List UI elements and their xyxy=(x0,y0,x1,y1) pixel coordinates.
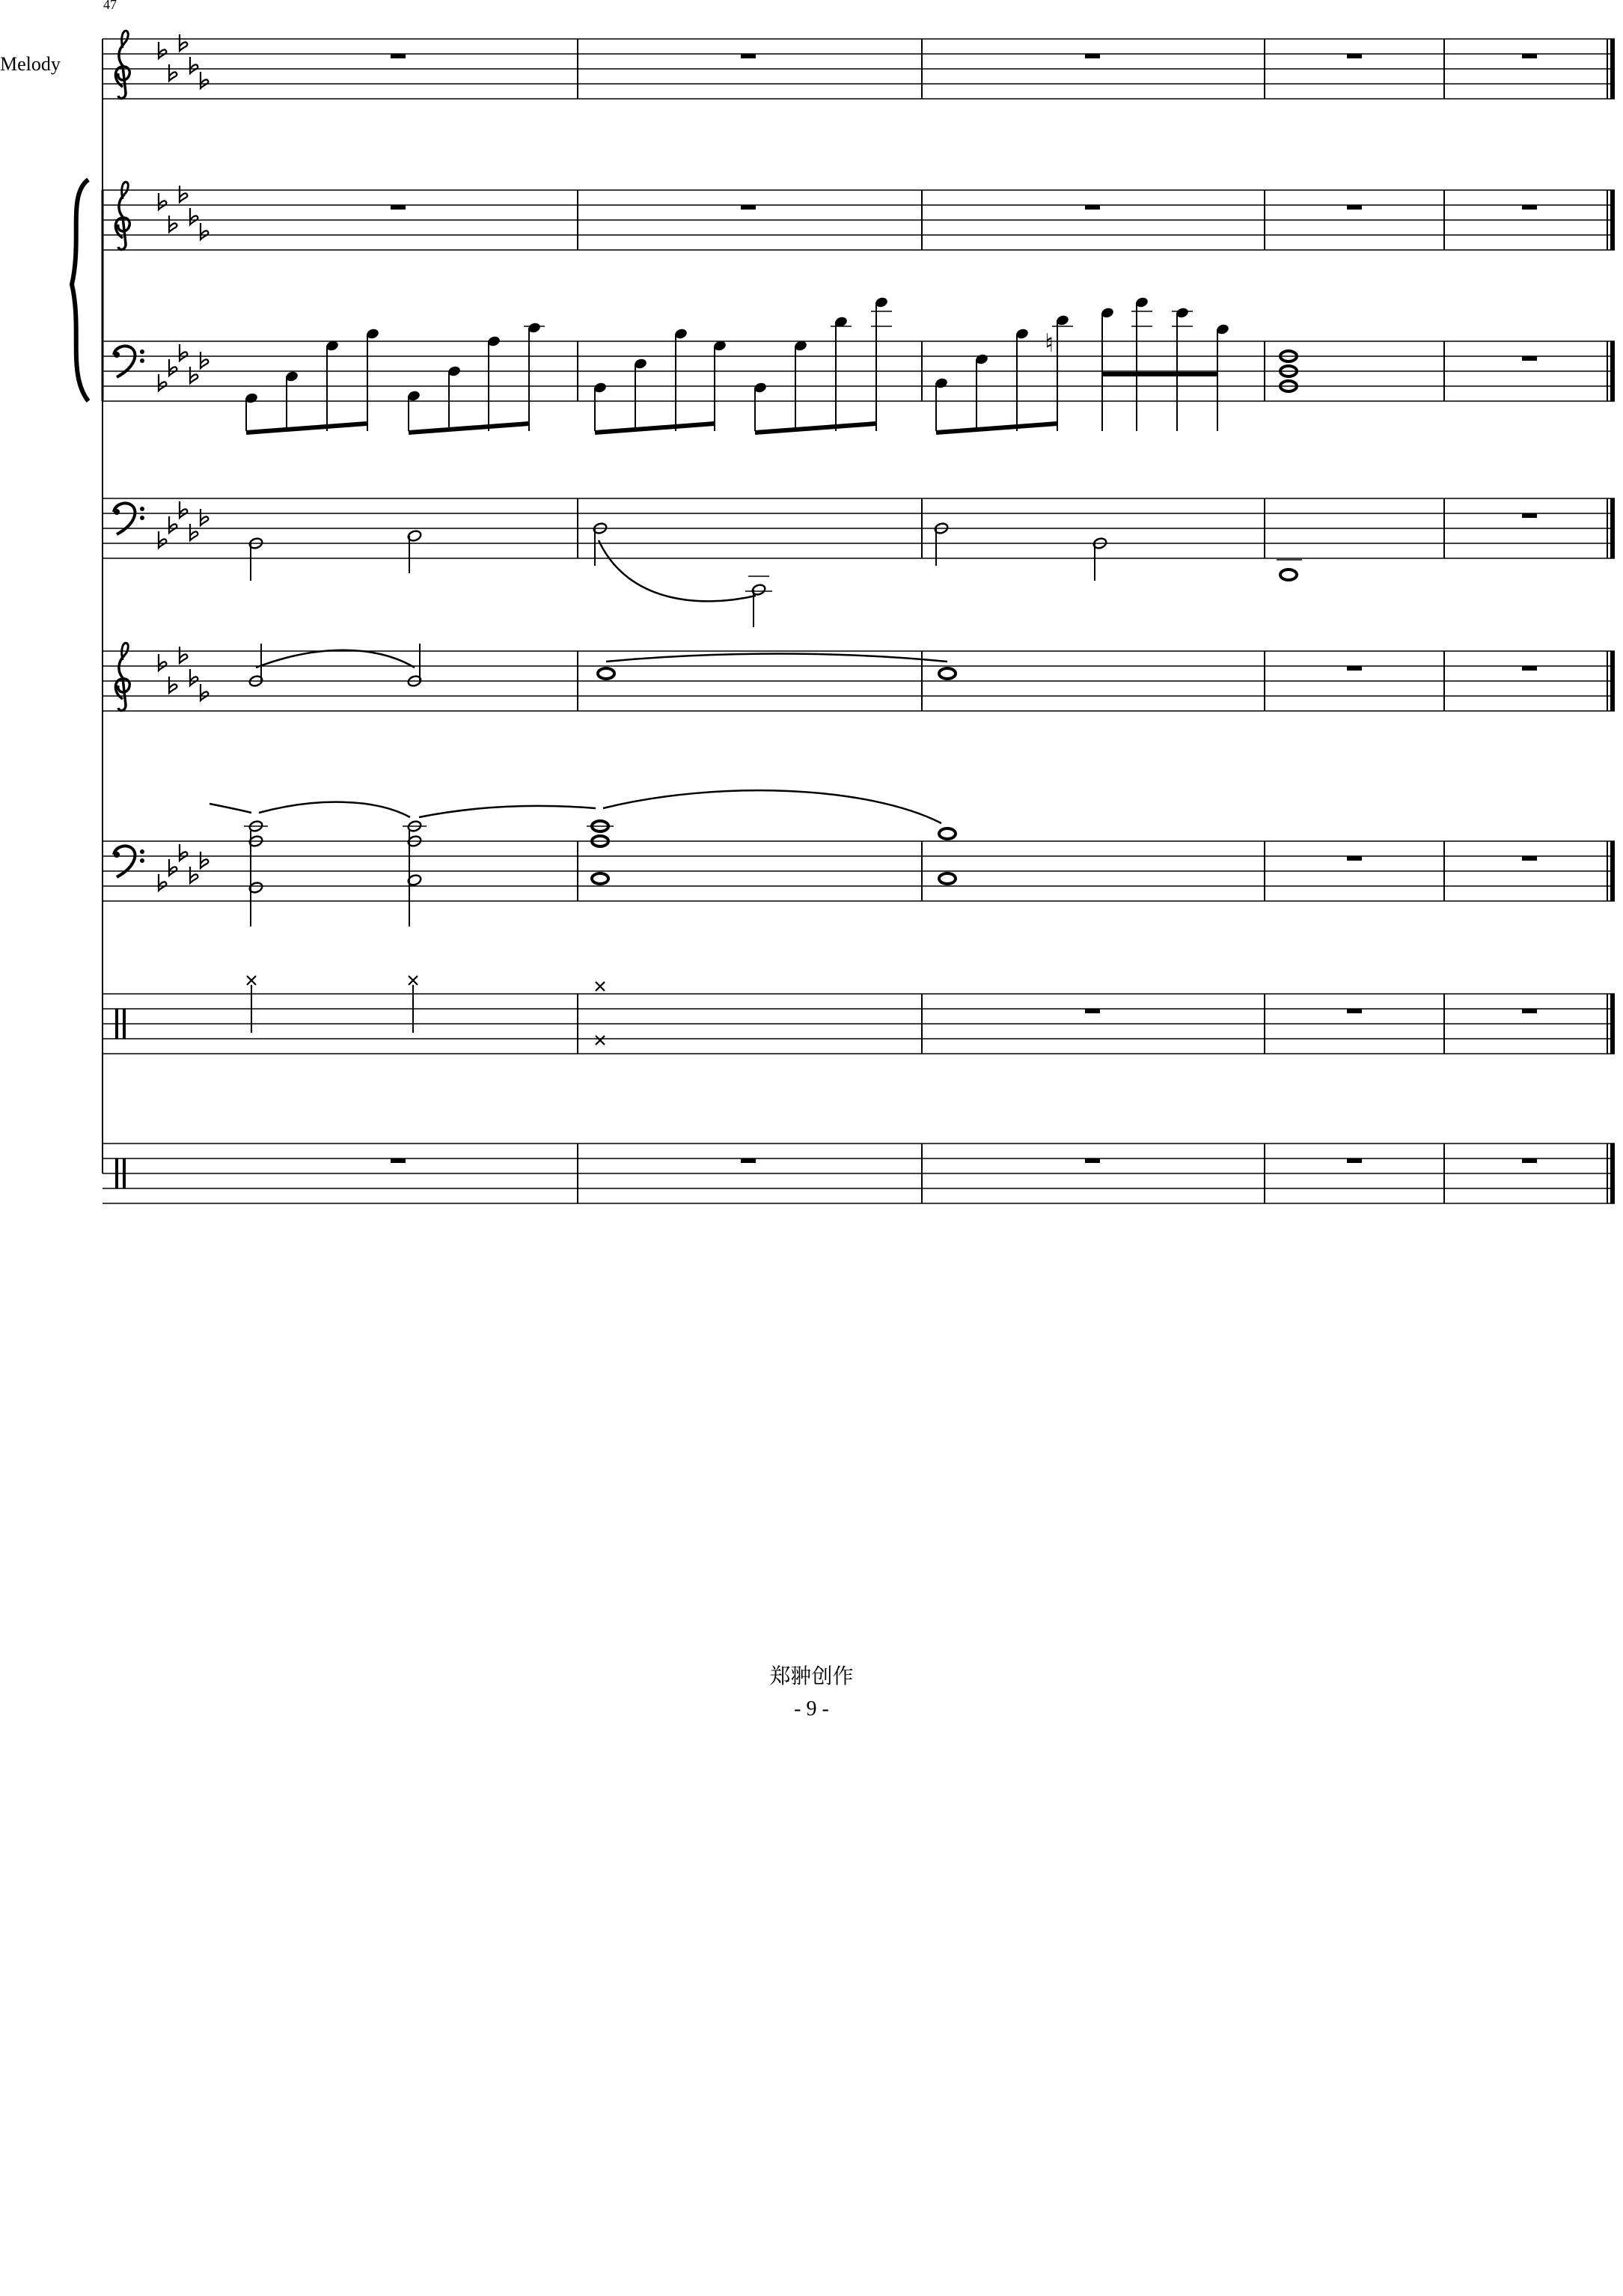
whole-rest xyxy=(1085,1009,1100,1013)
flat-accidental xyxy=(201,852,208,868)
flat-accidental xyxy=(201,223,208,239)
x-notehead xyxy=(409,976,418,985)
beam xyxy=(246,424,367,433)
whole-rest xyxy=(1522,1009,1537,1013)
whole-note xyxy=(939,873,956,884)
flat-accidental xyxy=(180,844,187,861)
whole-rest xyxy=(1347,856,1362,861)
treble-clef xyxy=(115,643,129,710)
flat-accidental xyxy=(190,208,198,225)
whole-note xyxy=(598,668,614,679)
whole-rest xyxy=(1347,1158,1362,1163)
whole-note xyxy=(1280,570,1297,580)
whole-rest xyxy=(391,54,406,58)
bass-clef xyxy=(114,503,144,534)
flat-accidental xyxy=(180,501,187,518)
staff-6 xyxy=(103,841,1615,901)
staff-4 xyxy=(103,498,1615,558)
whole-rest xyxy=(1347,1009,1362,1013)
whole-rest xyxy=(741,54,756,58)
flat-accidental xyxy=(190,524,198,540)
tie xyxy=(210,804,251,813)
treble-clef xyxy=(115,182,129,249)
piano-brace xyxy=(72,180,88,401)
flat-accidental xyxy=(190,57,198,73)
whole-rest xyxy=(1522,513,1537,518)
flat-accidental xyxy=(190,867,198,883)
x-notehead xyxy=(596,982,605,991)
flat-accidental xyxy=(169,216,177,232)
flat-accidental xyxy=(169,677,177,693)
whole-rest xyxy=(741,205,756,210)
beam xyxy=(755,424,876,433)
percussion-clef xyxy=(123,1158,126,1188)
tie xyxy=(603,790,941,823)
flat-accidental xyxy=(159,42,166,58)
flat-accidental xyxy=(169,859,177,876)
flat-accidental xyxy=(190,367,198,383)
tie xyxy=(419,806,596,817)
whole-rest xyxy=(1085,54,1100,58)
credit-text: 郑翀创作 xyxy=(769,1665,854,1688)
flat-accidental xyxy=(159,193,166,210)
flat-accidental xyxy=(180,186,187,202)
whole-note xyxy=(939,668,956,679)
percussion-clef xyxy=(123,1009,126,1039)
flat-accidental xyxy=(169,516,177,533)
whole-rest xyxy=(1085,1158,1100,1163)
whole-note xyxy=(592,873,608,884)
flat-accidental xyxy=(169,64,177,81)
staff-8 xyxy=(103,1144,1615,1203)
page-number: - 9 - xyxy=(794,1697,829,1721)
beam xyxy=(936,424,1057,433)
whole-rest xyxy=(1522,54,1537,58)
beam xyxy=(595,424,715,433)
tie xyxy=(259,802,410,817)
whole-note xyxy=(939,828,956,839)
x-notehead xyxy=(596,1036,605,1045)
whole-rest xyxy=(1347,205,1362,210)
staff-2 xyxy=(103,182,1615,250)
whole-rest xyxy=(741,1158,756,1163)
staff-3 xyxy=(103,341,1615,401)
flat-accidental xyxy=(180,34,187,51)
tie xyxy=(606,654,947,662)
slur xyxy=(599,540,756,601)
flat-accidental xyxy=(159,654,166,671)
flat-accidental xyxy=(180,647,187,663)
whole-rest xyxy=(391,1158,406,1163)
staff-5 xyxy=(103,643,1615,711)
svg-text:♮: ♮ xyxy=(1045,330,1054,358)
percussion-clef xyxy=(115,1158,118,1188)
whole-rest xyxy=(1347,54,1362,58)
whole-rest xyxy=(1522,356,1537,361)
flat-accidental xyxy=(180,344,187,361)
treble-clef xyxy=(115,31,129,98)
flat-accidental xyxy=(190,669,198,686)
flat-accidental xyxy=(201,509,208,525)
staff-7 xyxy=(103,994,1615,1054)
beam xyxy=(409,424,529,433)
flat-accidental xyxy=(159,374,166,391)
whole-rest xyxy=(1522,666,1537,671)
flat-accidental xyxy=(159,874,166,891)
whole-rest xyxy=(1522,205,1537,210)
staff-group xyxy=(103,31,1615,1203)
bass-clef xyxy=(114,346,144,377)
melody-label: Melody xyxy=(0,53,61,75)
tie xyxy=(256,650,415,668)
whole-rest xyxy=(1085,205,1100,210)
x-notehead xyxy=(247,976,256,985)
flat-accidental xyxy=(201,352,208,368)
measure-number: 47 xyxy=(103,0,117,12)
flat-accidental xyxy=(201,72,208,88)
flat-accidental xyxy=(169,359,177,376)
staff-1 xyxy=(103,31,1615,99)
whole-rest xyxy=(1522,856,1537,861)
percussion-clef xyxy=(115,1009,118,1039)
flat-accidental xyxy=(159,531,166,548)
whole-rest xyxy=(1522,1158,1537,1163)
whole-rest xyxy=(391,205,406,210)
bass-clef xyxy=(114,846,144,877)
flat-accidental xyxy=(201,684,208,700)
whole-rest xyxy=(1347,666,1362,671)
